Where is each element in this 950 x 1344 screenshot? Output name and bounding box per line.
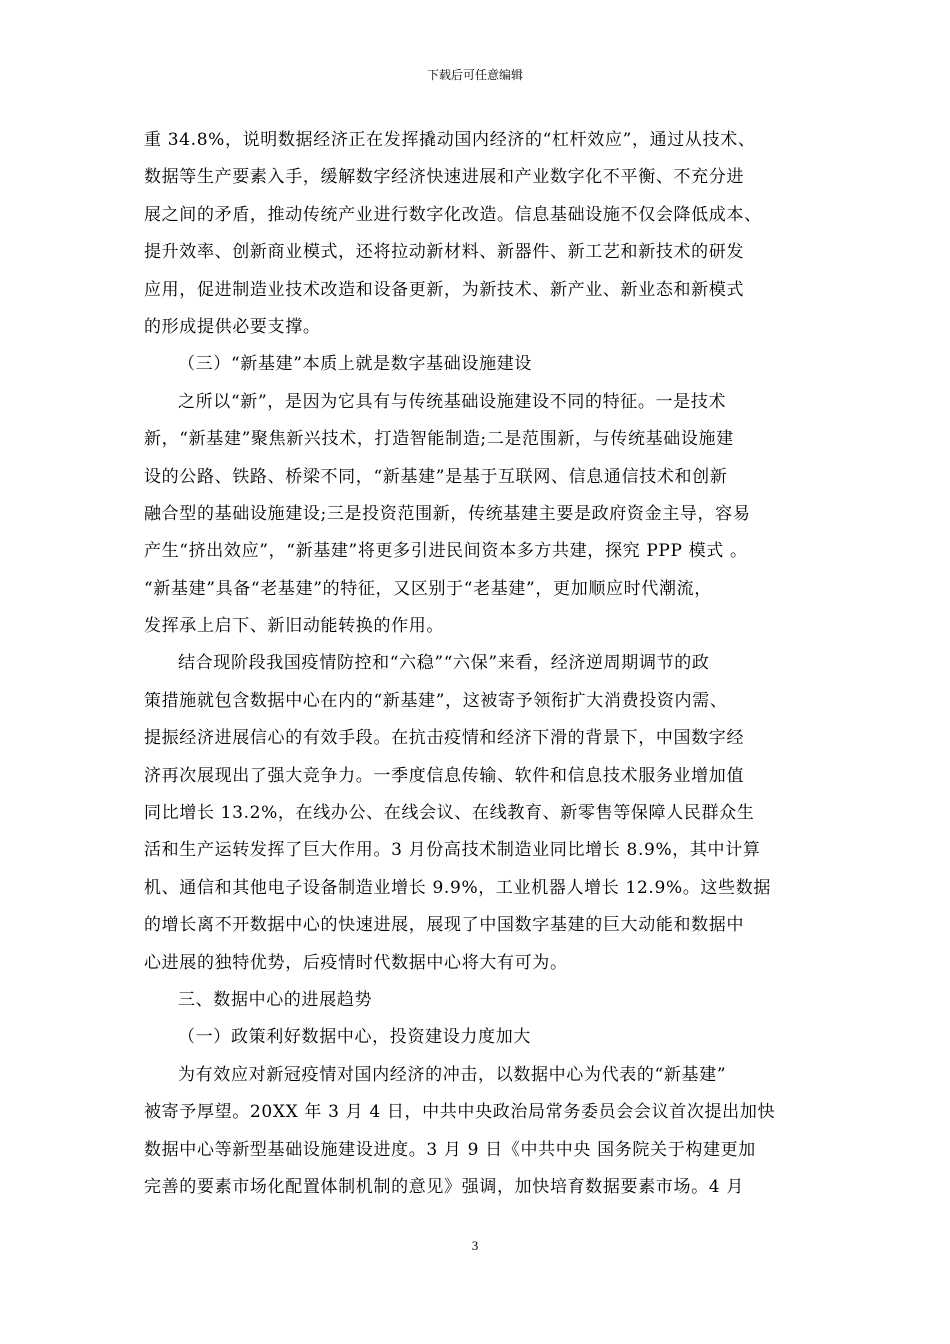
body-line: 产生“挤出效应”，“新基建”将更多引进民间资本多方共建，探究 PPP 模式 。 [144,541,748,562]
body-line: 被寄予厚望。20XX 年 3 月 4 日，中共中央政治局常务委员会会议首次提出加快 [144,1102,776,1123]
body-line: 策措施就包含数据中心在内的“新基建”，这被寄予领衔扩大消费投资内需、 [144,690,728,711]
body-line: 之所以“新”，是因为它具有与传统基础设施建设不同的特征。一是技术 [178,391,727,412]
page-number: 3 [471,1238,479,1253]
body-line: 同比增长 13.2%，在线办公、在线会议、在线教育、新零售等保障人民群众生 [144,803,755,824]
body-line: 心进展的独特优势，后疫情时代数据中心将大有可为。 [144,952,568,973]
body-line: 应用，促进制造业技术改造和设备更新，为新技术、新产业、新业态和新模式 [144,279,745,300]
section-heading: （三）“新基建”本质上就是数字基础设施建设 [178,354,533,375]
body-line: 提升效率、创新商业模式，还将拉动新材料、新器件、新工艺和新技术的研发 [144,242,745,263]
section-heading: 三、数据中心的进展趋势 [178,989,373,1010]
body-line: 活和生产运转发挥了巨大作用。3 月份高技术制造业同比增长 8.9%，其中计算 [144,840,761,861]
body-line: 机、通信和其他电子设备制造业增长 9.9%，工业机器人增长 12.9%。这些数据 [144,877,771,898]
body-line: 济再次展现出了强大竞争力。一季度信息传输、软件和信息技术服务业增加值 [144,765,745,786]
body-line: “新基建”具备“老基建”的特征，又区别于“老基建”，更加顺应时代潮流， [144,578,712,599]
body-line: 为有效应对新冠疫情对国内经济的冲击，以数据中心为代表的“新基建” [178,1064,727,1085]
body-line: 设的公路、铁路、桥梁不同，“新基建”是基于互联网、信息通信技术和创新 [144,466,728,487]
body-line: 提振经济进展信心的有效手段。在抗击疫情和经济下滑的背景下，中国数字经 [144,728,745,749]
subsection-heading: （一）政策利好数据中心，投资建设力度加大 [178,1027,531,1048]
body-line: 结合现阶段我国疫情防控和“六稳”“六保”来看，经济逆周期调节的政 [178,653,710,674]
body-line: 完善的要素市场化配置体制机制的意见》强调，加快培育数据要素市场。4 月 [144,1176,744,1197]
document-body [144,122,809,1206]
body-line: 重 34.8%，说明数据经济正在发挥撬动国内经济的“杠杆效应”，通过从技术、 [144,130,756,150]
body-line: 的增长离不开数据中心的快速进展，展现了中国数字基建的巨大动能和数据中 [144,915,745,936]
body-line: 展之间的矛盾，推动传统产业进行数字化改造。信息基础设施不仅会降低成本、 [144,204,762,225]
body-line: 的形成提供必要支撑。 [144,316,321,337]
body-line: 新，“新基建”聚焦新兴技术，打造智能制造;二是范围新，与传统基础设施建 [144,429,734,450]
body-line: 数据中心等新型基础设施建设进度。3 月 9 日《中共中央 国务院关于构建更加 [144,1139,756,1160]
body-line: 发挥承上启下、新旧动能转换的作用。 [144,616,445,637]
body-line: 数据等生产要素入手，缓解数字经济快速进展和产业数字化不平衡、不充分进 [144,167,745,188]
body-line: 融合型的基础设施建设;三是投资范围新，传统基建主要是政府资金主导，容易 [144,503,751,524]
page-header: 下载后可任意编辑 [426,68,523,82]
